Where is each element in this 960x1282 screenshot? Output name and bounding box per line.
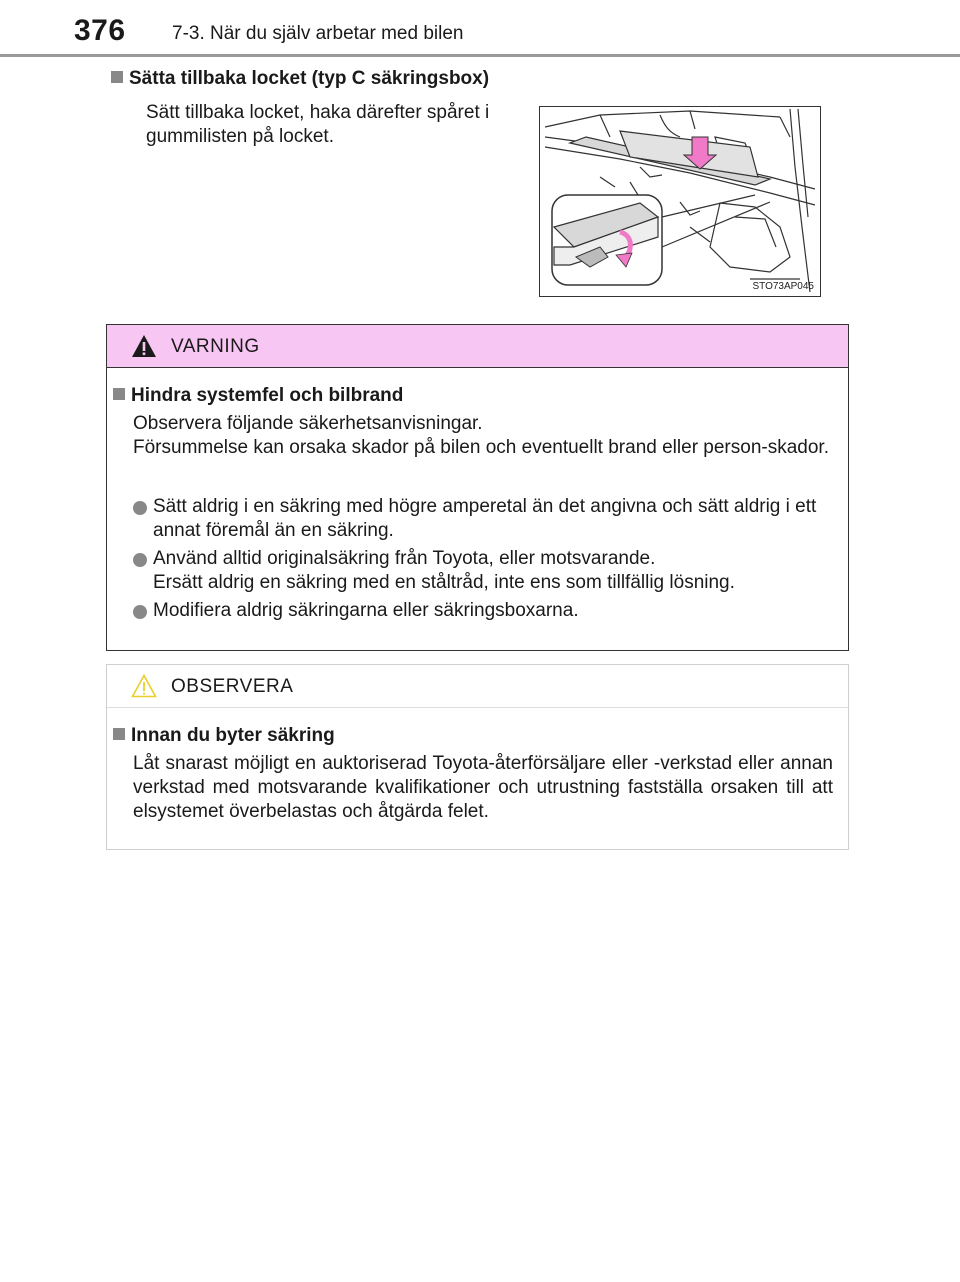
notice-box	[106, 664, 849, 850]
section-heading-text: Sätta tillbaka locket (typ C säkringsbox)	[129, 68, 490, 89]
square-bullet-icon	[113, 728, 125, 740]
notice-item-title-text: Innan du byter säkring	[131, 725, 335, 746]
page-header	[0, 0, 960, 60]
notice-header	[107, 665, 848, 708]
caution-triangle-icon	[131, 674, 157, 698]
warning-bullet-text: Modifiera aldrig säkringarna eller säkringsboxarna.	[153, 600, 579, 621]
warning-label: VARNING	[171, 336, 260, 357]
warning-item-title-text: Hindra systemfel och bilbrand	[131, 385, 404, 406]
round-bullet-icon	[133, 553, 147, 567]
fuse-box-cover-illustration	[539, 106, 821, 297]
warning-triangle-icon	[131, 334, 157, 358]
header-rule	[0, 54, 960, 57]
section-intro: Sätt tillbaka locket, haka därefter spåret i gummilisten på locket.	[146, 102, 490, 147]
warning-bullet	[133, 547, 845, 595]
warning-box	[106, 324, 849, 651]
square-bullet-icon	[113, 388, 125, 400]
notice-label: OBSERVERA	[171, 676, 294, 697]
notice-item-title	[113, 725, 335, 747]
warning-bullet	[133, 495, 845, 543]
warning-intro-2: Försummelse kan orsaka skador på bilen och eventuellt brand eller person-skador.	[133, 437, 829, 458]
notice-text: Låt snarast möjligt en auktoriserad Toyota-återförsäljare eller -verkstad eller annan verkstad med motsvarande kvalifikationer och utrustning fastställa orsaken till att elsystemet överbelastas och åtgärda felet.	[133, 753, 833, 822]
warning-bullet-text-extra: Ersätt aldrig en säkring med en ståltråd, inte ens som tillfällig lösning.	[153, 572, 735, 593]
round-bullet-icon	[133, 501, 147, 515]
warning-item-title	[113, 385, 403, 407]
page-number: 376	[74, 14, 126, 47]
section-heading	[111, 68, 489, 90]
figure-code: STO73AP045	[752, 281, 814, 292]
square-bullet-icon	[111, 71, 123, 83]
warning-bullet-text: Sätt aldrig i en säkring med högre amperetal än det angivna och sätt aldrig i ett annat föremål än en säkring.	[153, 496, 817, 541]
warning-bullet-text: Använd alltid originalsäkring från Toyota, eller motsvarande.	[153, 548, 656, 569]
illustration-drawing	[540, 107, 820, 296]
round-bullet-icon	[133, 605, 147, 619]
chapter-title: 7-3. När du själv arbetar med bilen	[172, 23, 464, 44]
warning-bullet	[133, 599, 845, 623]
warning-header	[107, 325, 848, 368]
warning-intro: Observera följande säkerhetsanvisningar.	[133, 413, 483, 434]
